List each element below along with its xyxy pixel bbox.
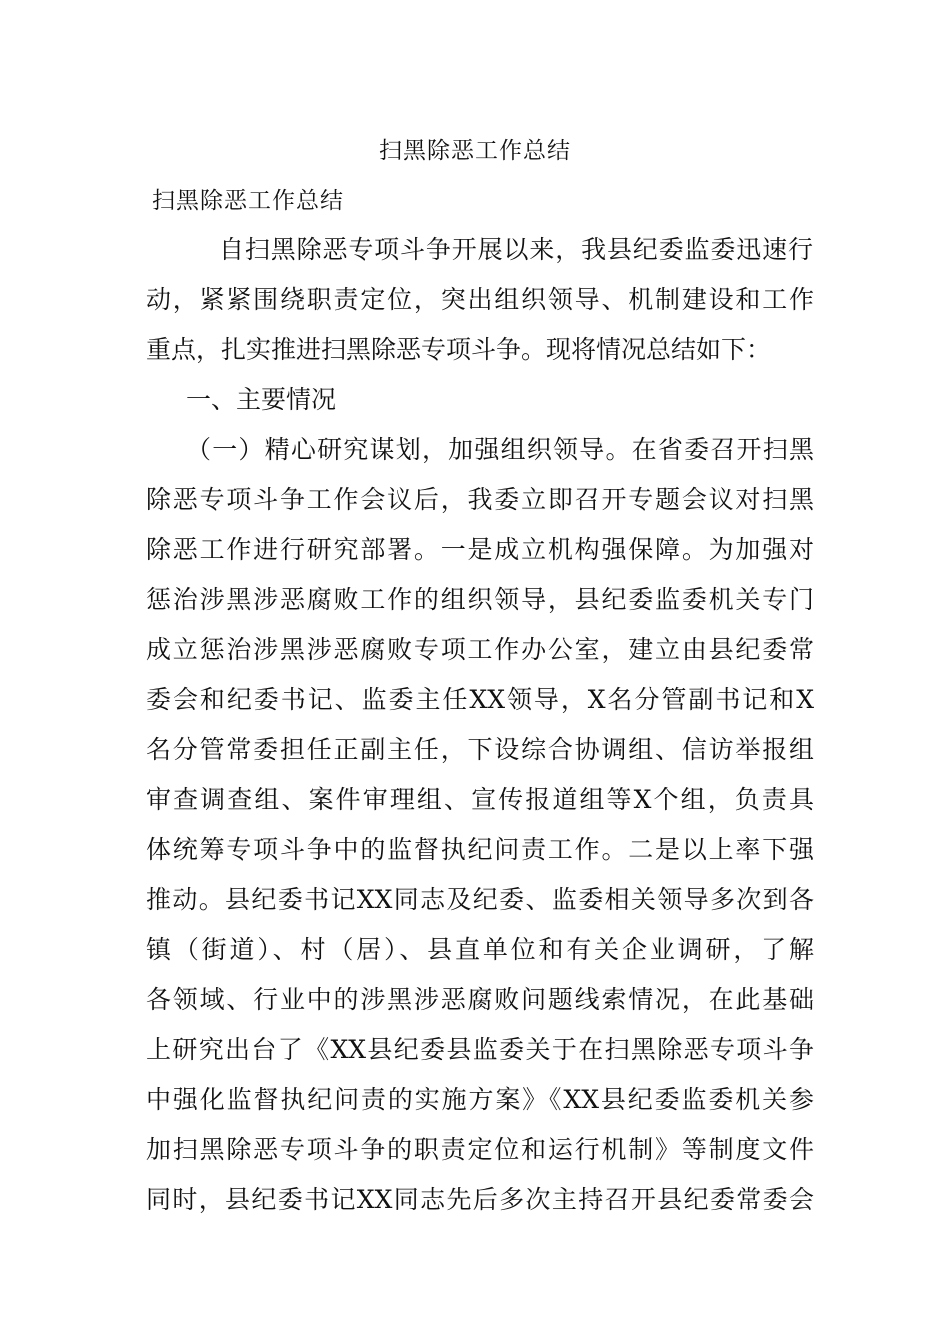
paragraph-line: 同时，县纪委书记XX同志先后多次主持召开县纪委常委会 xyxy=(146,1185,814,1214)
paragraph-line: 审查调查组、案件审理组、宣传报道组等X个组，负责具 xyxy=(146,785,814,814)
paragraph-line: 上研究出台了《XX县纪委县监委关于在扫黑除恶专项斗争 xyxy=(146,1035,814,1064)
paragraph-line: 重点，扎实推进扫黑除恶专项斗争。现将情况总结如下： xyxy=(146,335,772,364)
paragraph-line: 体统筹专项斗争中的监督执纪问责工作。二是以上率下强 xyxy=(146,835,814,864)
paragraph-line: 动，紧紧围绕职责定位，突出组织领导、机制建设和工作 xyxy=(146,285,814,314)
paragraph-line: 加扫黑除恶专项斗争的职责定位和运行机制》等制度文件 xyxy=(146,1135,814,1164)
paragraph-line: 镇（街道）、村（居）、县直单位和有关企业调研，了解 xyxy=(146,935,814,964)
paragraph-line: 除恶工作进行研究部署。一是成立机构强保障。为加强对 xyxy=(146,535,814,564)
paragraph-line: 各领域、行业中的涉黑涉恶腐败问题线索情况，在此基础 xyxy=(146,985,814,1014)
paragraph-line: 成立惩治涉黑涉恶腐败专项工作办公室，建立由县纪委常 xyxy=(146,635,814,664)
paragraph-line: 惩治涉黑涉恶腐败工作的组织领导，县纪委监委机关专门 xyxy=(146,585,814,614)
paragraph-line: 委会和纪委书记、监委主任XX领导，X名分管副书记和X xyxy=(146,685,814,714)
paragraph-line: 名分管常委担任正副主任，下设综合协调组、信访举报组 xyxy=(146,735,814,764)
paragraph-line: （一）精心研究谋划，加强组织领导。在省委召开扫黑 xyxy=(186,435,814,464)
document-subtitle: 扫黑除恶工作总结 xyxy=(152,188,344,214)
section-heading: 一、主要情况 xyxy=(186,385,337,414)
paragraph-line: 中强化监督执纪问责的实施方案》《XX县纪委监委机关参 xyxy=(146,1085,814,1114)
document-title: 扫黑除恶工作总结 xyxy=(379,138,571,164)
paragraph-line: 除恶专项斗争工作会议后，我委立即召开专题会议对扫黑 xyxy=(146,485,814,514)
paragraph-line: 推动。县纪委书记XX同志及纪委、监委相关领导多次到各 xyxy=(146,885,814,914)
paragraph-line: 自扫黑除恶专项斗争开展以来，我县纪委监委迅速行 xyxy=(219,235,813,264)
